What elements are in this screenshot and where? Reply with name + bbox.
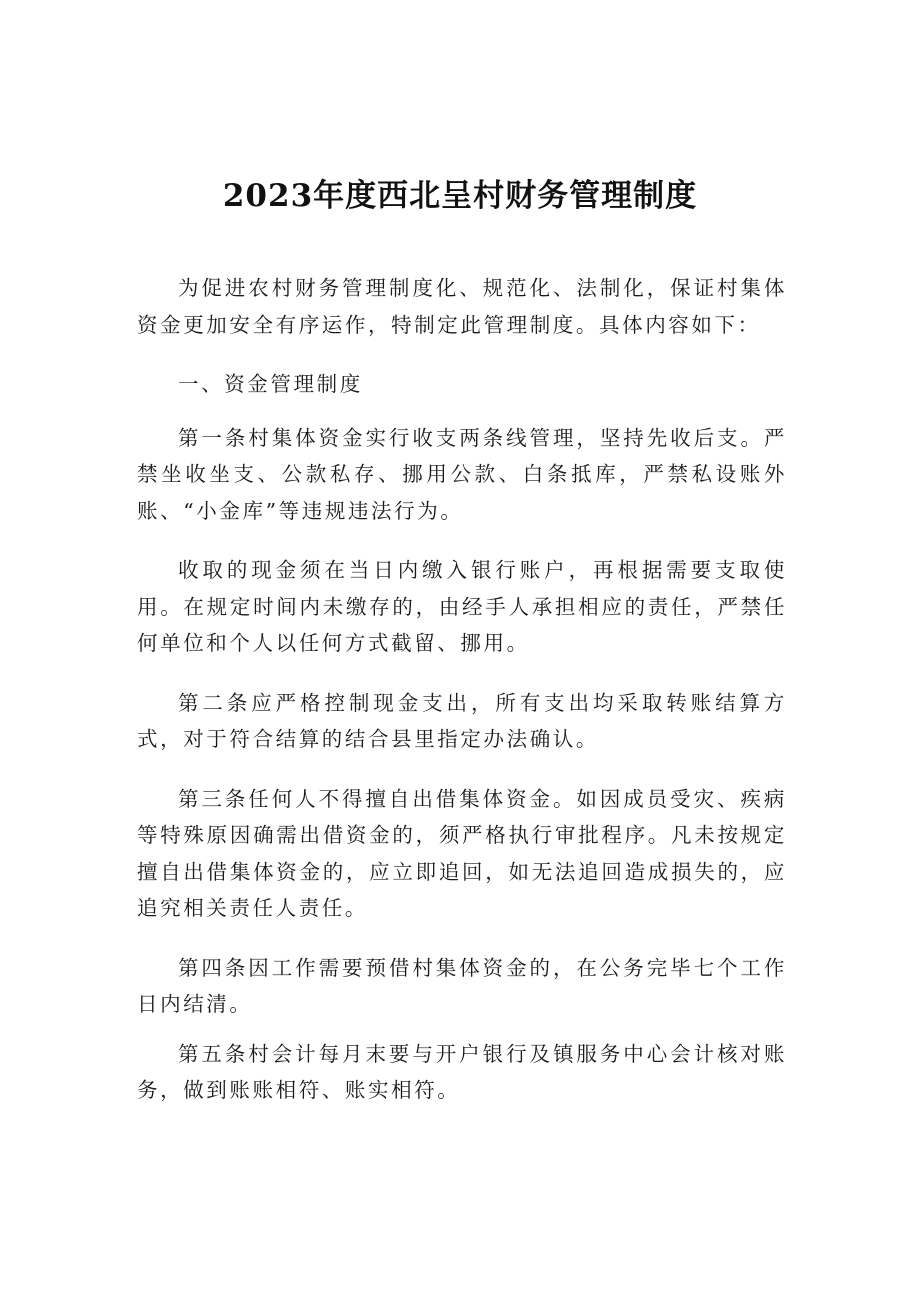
- section-heading-fund-management: 一、资金管理制度: [178, 372, 363, 396]
- document-title: 2023年度西北呈村财务管理制度: [222, 178, 698, 214]
- article-1-cash-paragraph: 收取的现金须在当日内缴入银行账户，再根据需要支取使用。在规定时间内未缴存的，由经手人承担相应的责任，严禁任何单位和个人以任何方式截留、挪用。: [137, 558, 787, 655]
- article-3-paragraph: 第三条任何人不得擅自出借集体资金。如因成员受灾、疾病等特殊原因确需出借资金的，须严格执行审批程序。凡未按规定擅自出借集体资金的，应立即追回，如无法追回造成损失的，应追究相关责任人责任。: [137, 786, 787, 920]
- article-5-paragraph: 第五条村会计每月末要与开户银行及镇服务中心会计核对账务，做到账账相符、账实相符。: [137, 1041, 787, 1102]
- article-4-paragraph: 第四条因工作需要预借村集体资金的，在公务完毕七个工作日内结清。: [137, 955, 787, 1016]
- document-body: [137, 270, 787, 1132]
- article-1-paragraph: 第一条村集体资金实行收支两条线管理，坚持先收后支。严禁坐收坐支、公款私存、挪用公款、白条抵库，严禁私设账外账、“小金库”等违规违法行为。: [137, 425, 787, 523]
- intro-paragraph: 为促进农村财务管理制度化、规范化、法制化，保证村集体资金更加安全有序运作，特制定此管理制度。具体内容如下：: [137, 276, 787, 337]
- article-2-paragraph: 第二条应严格控制现金支出，所有支出均采取转账结算方式，对于符合结算的结合县里指定办法确认。: [137, 690, 787, 751]
